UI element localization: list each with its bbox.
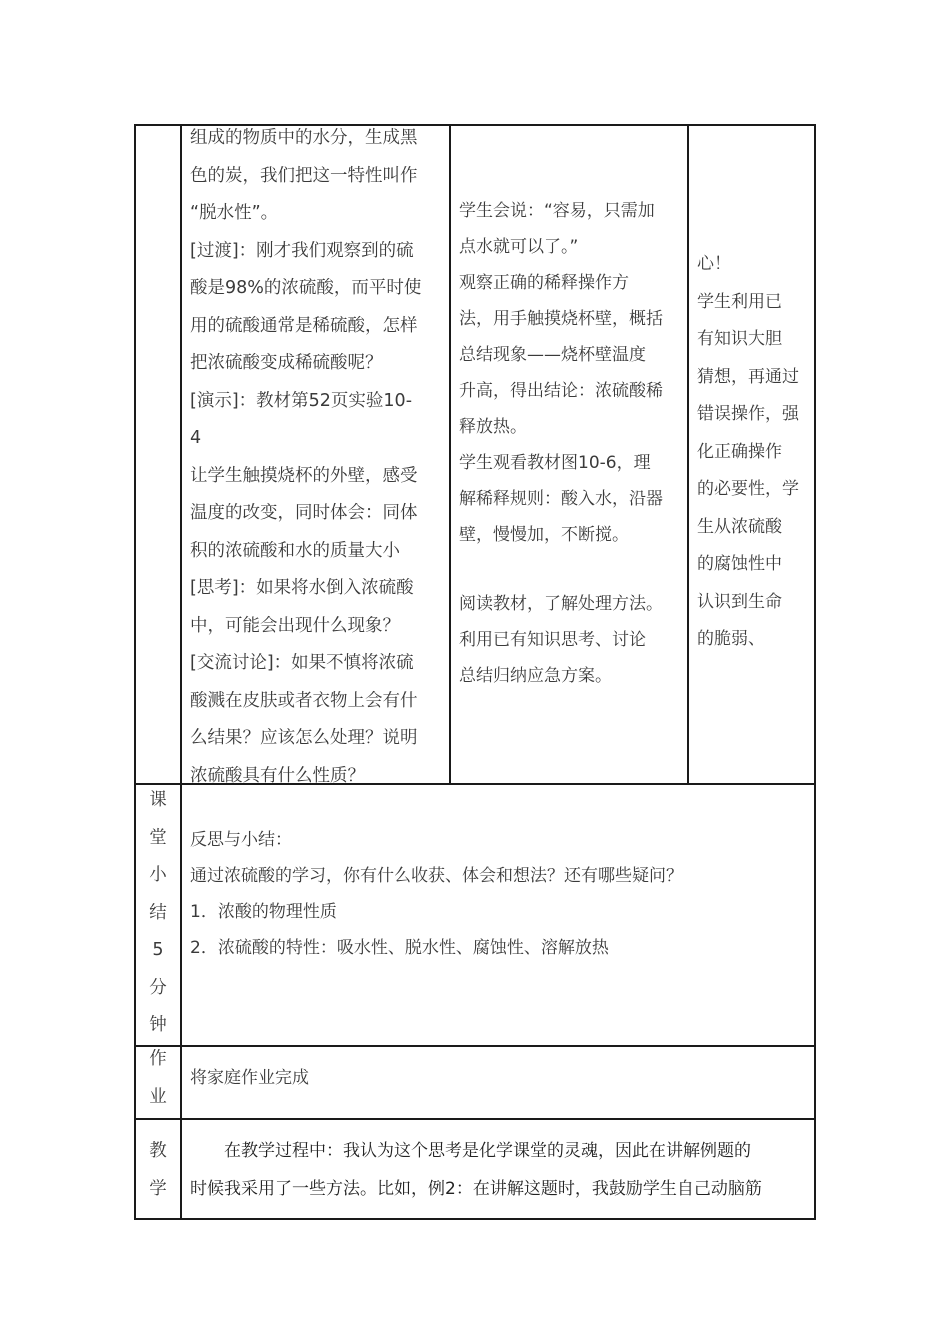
reflection-label <box>136 1133 180 1208</box>
intent-line: 错误操作，强 <box>697 404 799 424</box>
homework-label-char: 业 <box>149 1086 167 1107</box>
teacher-line: 积的浓硫酸和水的质量大小 <box>190 540 400 561</box>
summary-label <box>136 782 180 1045</box>
intent-line: 的脆弱、 <box>697 629 765 649</box>
teacher-line: 中，可能会出现什么现象？ <box>190 615 400 636</box>
table-border-bottom <box>134 1218 816 1220</box>
summary-label-char: 课 <box>149 790 167 810</box>
teacher-line: “脱水性”。 <box>190 203 279 223</box>
table-border-right <box>814 124 816 1220</box>
intent-line: 猜想，再通过 <box>697 366 799 387</box>
student-line: 学生会说：“容易，只需加 <box>459 201 655 221</box>
summary-line: 1．浓酸的物理性质 <box>190 902 337 922</box>
reflection-line: 在教学过程中：我认为这个思考是化学课堂的灵魂，因此在讲解例题的 <box>224 1141 751 1161</box>
student-line: 解稀释规则：酸入水，沿器 <box>459 489 663 509</box>
summary-line: 2．浓硫酸的特性：吸水性、脱水性、腐蚀性、溶解放热 <box>190 938 609 958</box>
teacher-line: [思考]：如果将水倒入浓硫酸 <box>190 578 414 598</box>
summary-line: 反思与小结： <box>190 830 292 850</box>
student-line: 点水就可以了。” <box>459 237 579 257</box>
student-activity-cell <box>459 193 663 694</box>
teacher-line: [演示]：教材第52页实验10- <box>190 390 413 411</box>
reflection-content <box>190 1133 762 1208</box>
reflection-line: 时候我采用了一些方法。比如，例2：在讲解这题时，我鼓励学生自己动脑筋 <box>190 1178 762 1199</box>
student-line: 释放热。 <box>459 417 527 437</box>
summary-label-char: 结 <box>149 902 167 923</box>
teacher-line: 组成的物质中的水分，生成黑 <box>190 128 418 148</box>
summary-content <box>190 822 683 966</box>
homework-label-char: 作 <box>149 1049 167 1069</box>
column-divider-intent <box>687 124 689 785</box>
teacher-line: 酸溅在皮肤或者衣物上会有什 <box>190 690 418 711</box>
reflection-label-char: 教 <box>149 1141 167 1161</box>
student-line: 学生观看教材图10-6，理 <box>459 453 651 473</box>
teacher-line: 把浓硫酸变成稀硫酸呢？ <box>190 353 383 373</box>
summary-label-char: 小 <box>149 865 167 885</box>
intent-line: 生从浓硫酸 <box>697 516 782 537</box>
student-line: 利用已有知识思考、讨论 <box>459 630 646 650</box>
homework-label <box>136 1041 180 1116</box>
intent-line: 有知识大胆 <box>697 329 782 349</box>
student-line: 观察正确的稀释操作方 <box>459 273 629 293</box>
intent-line: 心！ <box>697 254 731 274</box>
summary-label-char: 钟 <box>149 1015 167 1035</box>
summary-label-char: 分 <box>149 977 167 998</box>
homework-content <box>190 1060 309 1096</box>
teacher-line: 酸是98%的浓硫酸，而平时使 <box>190 278 422 298</box>
intent-line: 化正确操作 <box>697 441 782 462</box>
student-line <box>459 553 663 586</box>
teacher-line: [交流讨论]：如果不慎将浓硫 <box>190 653 414 673</box>
teacher-line: 么结果？应该怎么处理？说明 <box>190 728 418 748</box>
teacher-line: 4 <box>190 428 202 448</box>
intent-line: 认识到生命 <box>697 591 782 612</box>
student-line: 阅读教材，了解处理方法。 <box>459 594 663 614</box>
intent-line: 学生利用已 <box>697 291 782 312</box>
intent-line: 的必要性，学 <box>697 479 799 499</box>
student-line: 壁，慢慢加，不断搅。 <box>459 525 629 545</box>
teacher-line: [过渡]：刚才我们观察到的硫 <box>190 240 414 261</box>
teacher-line: 让学生触摸烧杯的外壁，感受 <box>190 465 418 486</box>
student-line: 法，用手触摸烧杯壁，概括 <box>459 309 663 329</box>
design-intent-cell <box>697 246 799 659</box>
student-line: 总结归纳应急方案。 <box>459 666 612 686</box>
homework-text: 将家庭作业完成 <box>190 1068 309 1088</box>
teacher-line: 浓硫酸具有什么性质？ <box>190 765 365 786</box>
column-divider-label <box>180 124 182 1220</box>
row-divider-reflection <box>134 1118 816 1120</box>
column-divider-student <box>449 124 451 785</box>
student-line: 总结现象——烧杯壁温度 <box>459 345 646 365</box>
summary-line: 通过浓硫酸的学习，你有什么收获、体会和想法？还有哪些疑问？ <box>190 866 683 886</box>
reflection-label-char: 学 <box>149 1178 167 1199</box>
row-divider-homework <box>134 1045 816 1047</box>
teacher-activity-cell <box>190 120 421 795</box>
summary-label-char: 5 <box>152 940 164 960</box>
summary-label-char: 堂 <box>149 827 167 848</box>
teacher-line: 色的炭，我们把这一特性叫作 <box>190 165 418 186</box>
intent-line: 的腐蚀性中 <box>697 554 782 574</box>
teacher-line: 温度的改变，同时体会：同体 <box>190 503 418 523</box>
student-line: 升高，得出结论：浓硫酸稀 <box>459 381 663 401</box>
teacher-line: 用的硫酸通常是稀硫酸，怎样 <box>190 315 418 336</box>
